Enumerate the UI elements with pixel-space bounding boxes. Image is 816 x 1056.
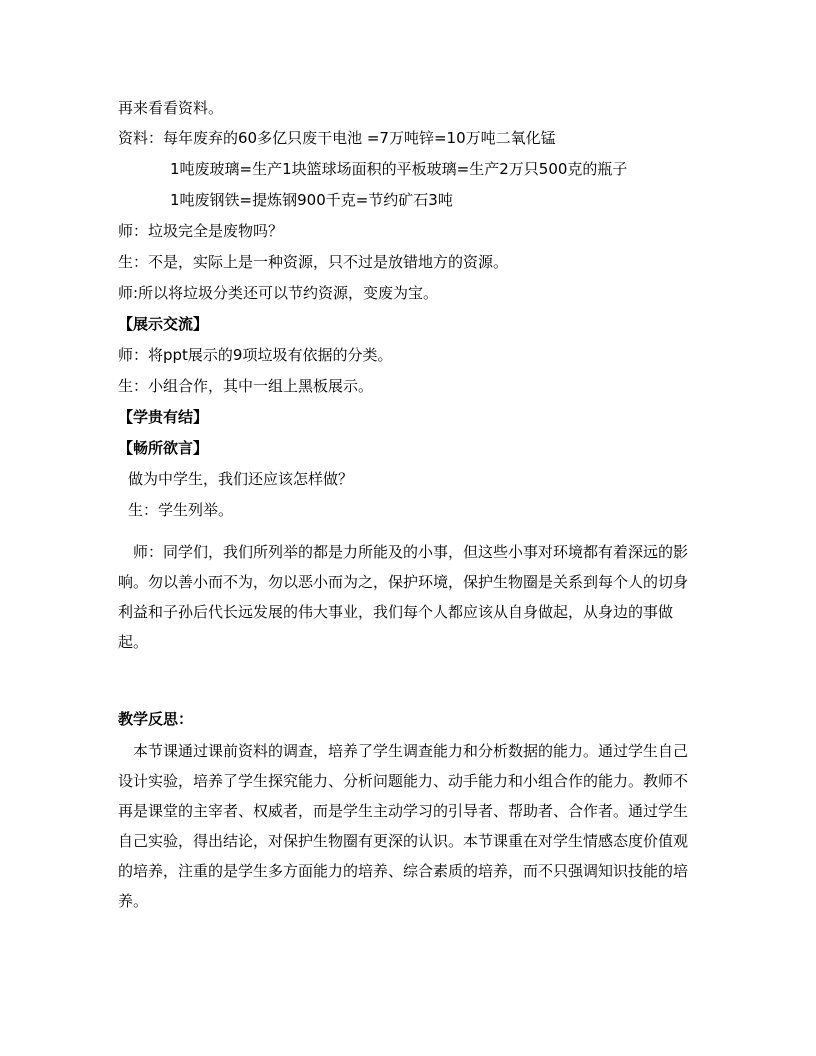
text-line-student-answer: 生：不是，实际上是一种资源，只不过是放错地方的资源。 — [118, 253, 509, 271]
text-line-intro: 再来看看资料。 — [118, 99, 224, 117]
text-line-teacher-ppt: 师：将ppt展示的9项垃圾有依据的分类。 — [118, 346, 393, 364]
text-line-teacher-summary: 师:所以将垃圾分类还可以节约资源，变废为宝。 — [118, 284, 439, 302]
text-line-teacher-question: 师：垃圾完全是废物吗？ — [118, 222, 284, 240]
reflection-title: 教学反思： — [118, 710, 194, 728]
reflection-paragraph: 本节课通过课前资料的调查，培养了学生调查能力和分析数据的能力。通过学生自己设计实验，培养了学生探究能力、分析问题能力、动手能力和小组合作的能力。教师不再是课堂的主宰者、权威者，而是学生主动学习的引导者、帮助者、合作者。通过学生自己实验，得出结论，对保护生物圈有更深的认识。本节课重在对学生情感态度价值观的培养，注重的是学生多方面能力的培养、综合素质的培养，而不只强调知识技能的培养。 — [118, 742, 689, 910]
section-heading-summary: 【学贵有结】 — [118, 408, 209, 426]
text-line-glass: 1吨废玻璃=生产1块篮球场面积的平板玻璃=生产2万只500克的瓶子 — [170, 160, 628, 178]
text-line-student-list: 生：学生列举。 — [128, 501, 234, 519]
teacher-paragraph: 师：同学们，我们所列举的都是力所能及的小事，但这些小事对环境都有着深远的影响。勿以善小而不为，勿以恶小而为之，保护环境，保护生物圈是关系到每个人的切身利益和子孙后代长远发展的伟大事业，我们每个人都应该从自身做起，从身边的事做起。 — [118, 543, 689, 651]
section-heading-display: 【展示交流】 — [118, 315, 209, 333]
section-heading-discuss: 【畅所欲言】 — [118, 439, 209, 457]
text-line-steel: 1吨废钢铁=提炼钢900千克=节约矿石3吨 — [170, 191, 453, 209]
text-line-material: 资料：每年废弃的60多亿只废干电池 =7万吨锌=10万吨二氧化锰 — [118, 129, 556, 147]
text-line-question: 做为中学生，我们还应该怎样做？ — [128, 470, 354, 488]
text-line-student-group: 生：小组合作，其中一组上黑板展示。 — [118, 377, 374, 395]
